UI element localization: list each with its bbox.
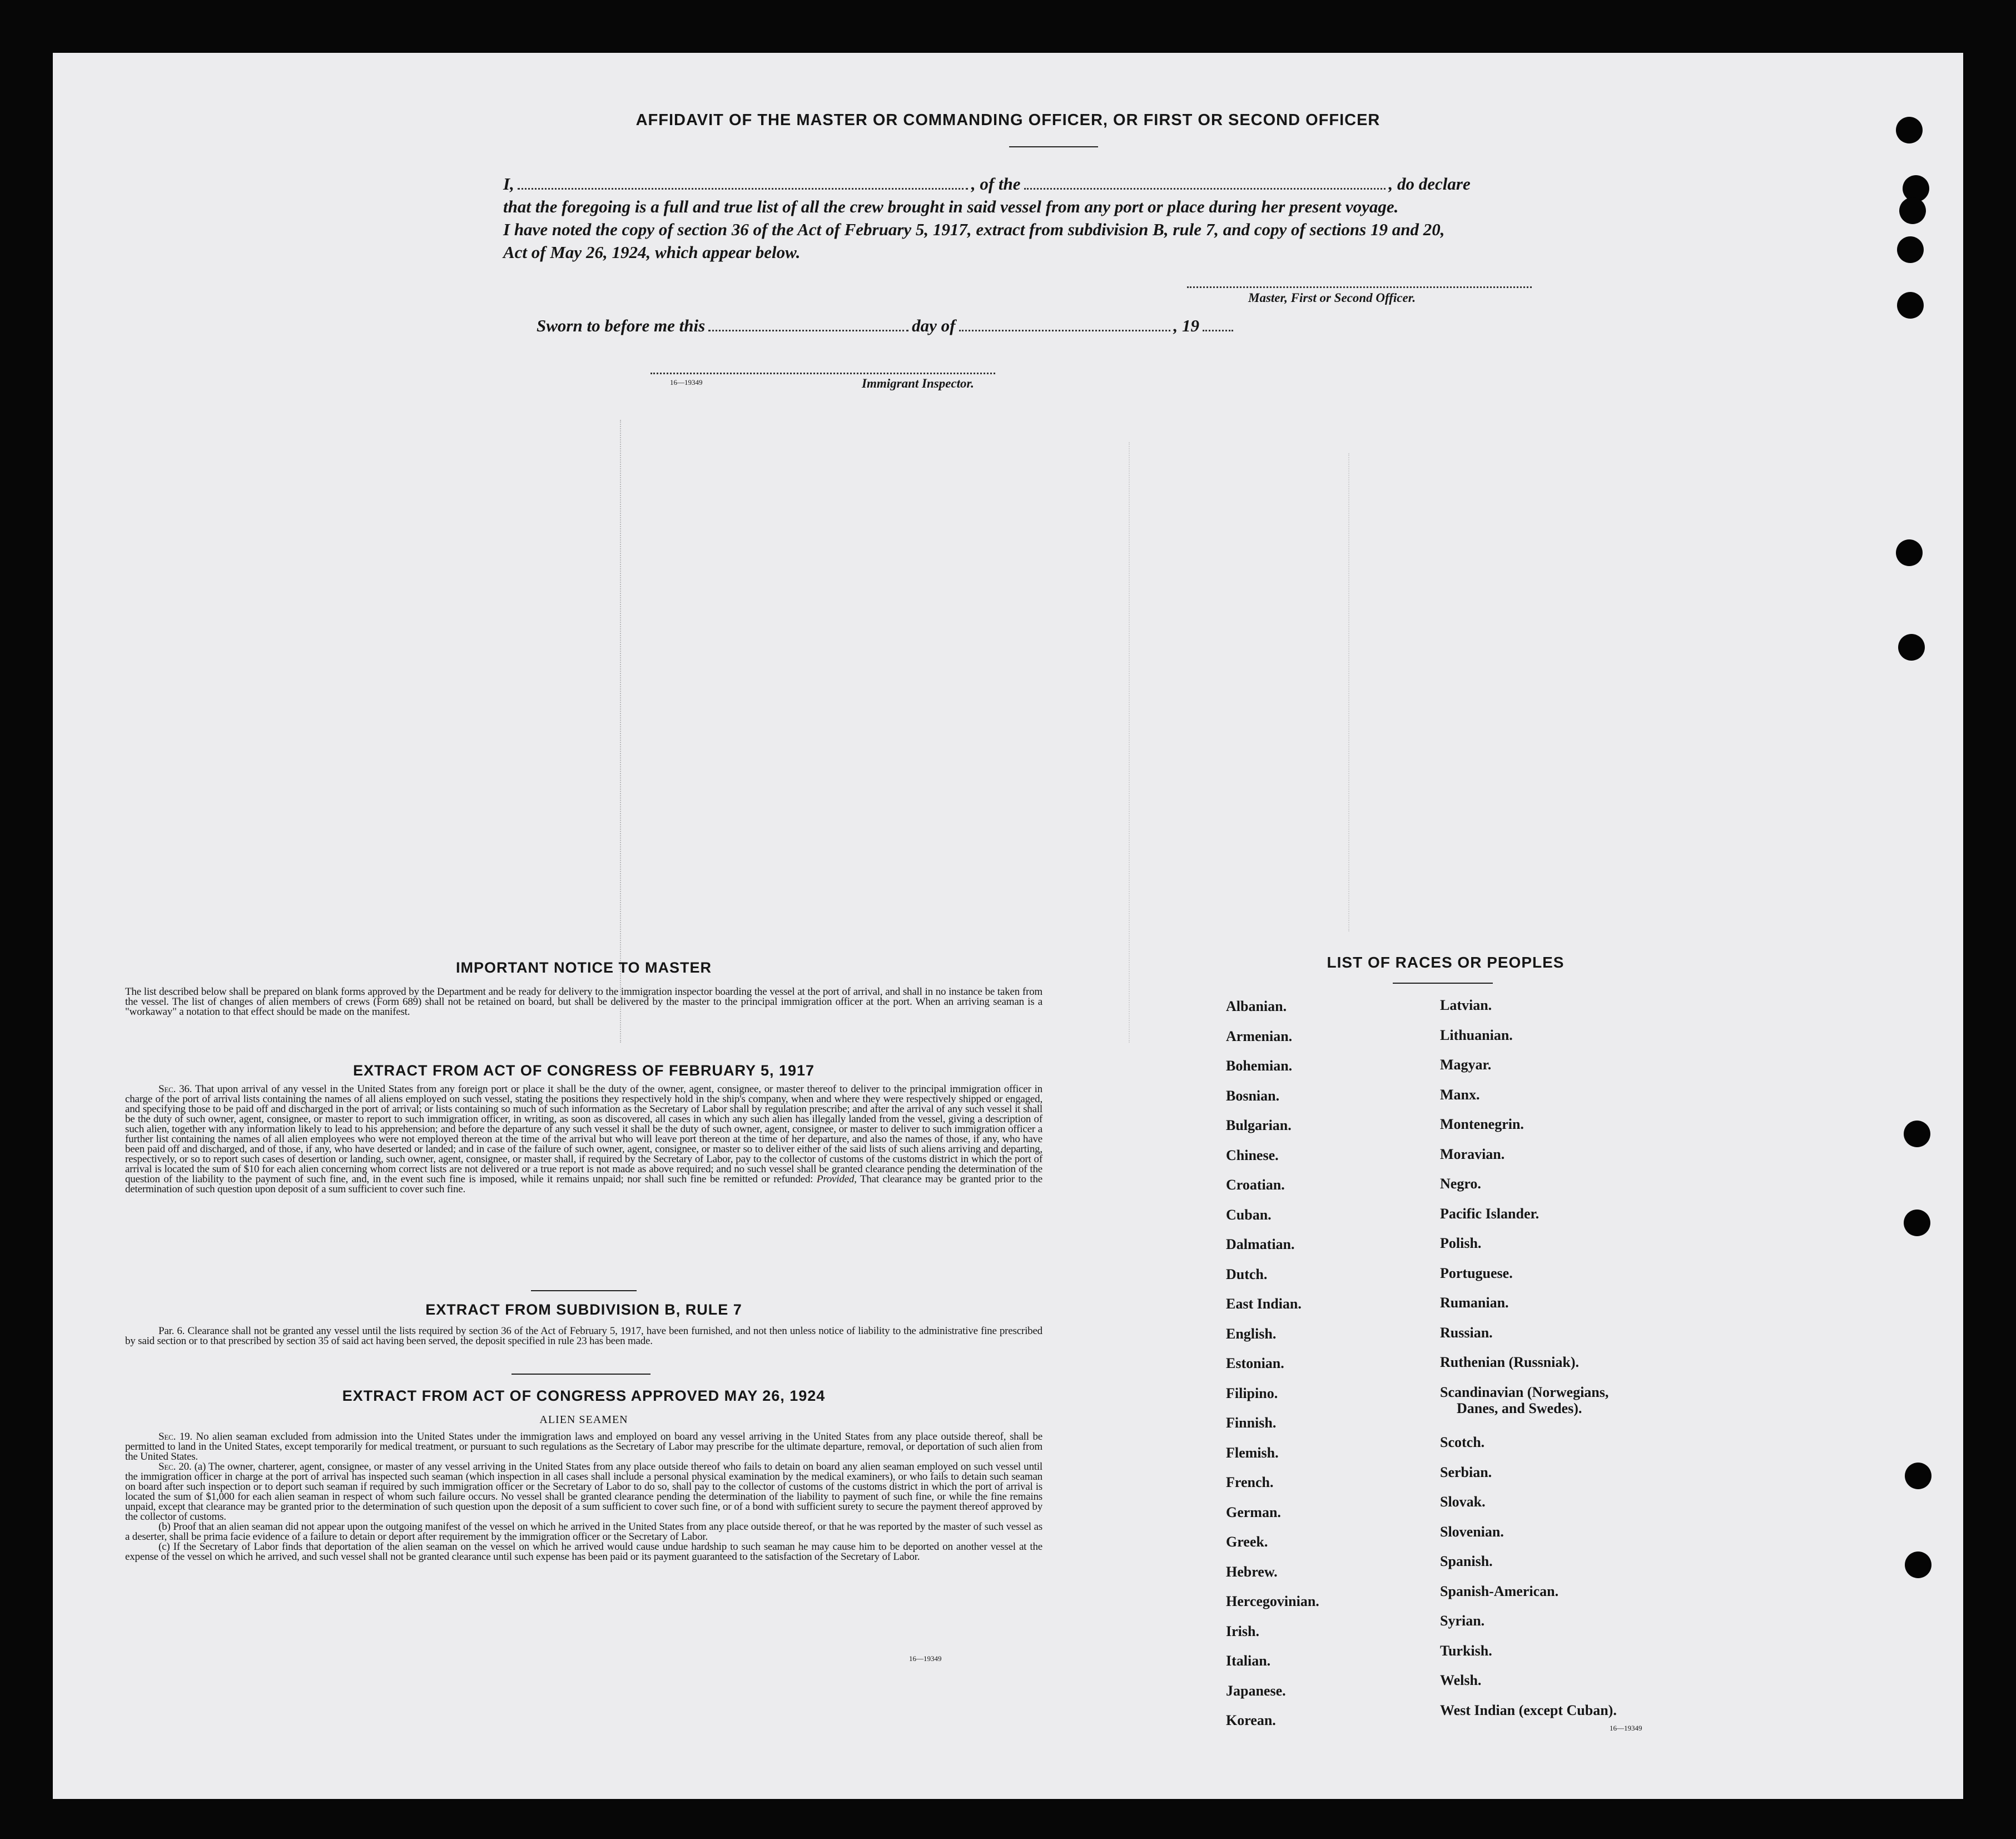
punch-hole (1898, 634, 1925, 661)
race-item: Ruthenian (Russniak). (1440, 1354, 1579, 1370)
declaration-line-2: that the foregoing is a full and true list of all the crew brought in said vessel from any port or place during her present voyage. (503, 197, 1399, 216)
race-item: Pacific Islander. (1440, 1205, 1540, 1222)
column-rule (620, 420, 621, 1043)
race-item: Hebrew. (1226, 1563, 1278, 1580)
alien-seamen-subtitle: ALIEN SEAMEN (539, 1414, 628, 1426)
race-item: Serbian. (1440, 1464, 1492, 1480)
extract-1924-body (125, 1432, 1042, 1562)
punch-hole (1904, 1210, 1930, 1236)
sec-20b-text: (b) Proof that an alien seaman did not appear upon the outgoing manifest of the vessel on which he arrived in the United States from any place outside thereof, or that he was reported by the master of such vessel as a deserter, shall be prima facie evidence of a failure to detain or deport after requirement by the immigration officer or the Secretary of Labor. (125, 1521, 1042, 1543)
sec-20a-text: (a) The owner, charterer, agent, consignee, or master of any vessel arriving in the United States from any place outside thereof who fails to detain on board any alien seaman employed on such vessel until the immigration officer in charge at the port of arrival has inspected such seaman (which inspection in all cases shall include a personal physical examination by the medical examiners), or who fails to detain such seaman on board after such inspection or to deport such seaman if required by such immigration officer or the Secretary of Labor to do so, shall pay to the collector of customs of the customs district in which the port of arrival is located the sum of $1,000 for each alien seaman in respect of whom such failure occurs. No vessel shall be granted clearance pending the determination of the liability to payment of such fine, or while the fine remains unpaid, except that clearance may be granted prior to the determination of such question upon the deposit of a sum sufficient to cover such fine, or of a bond with sufficient surety to secure the payment thereof approved by the collector of customs. (125, 1461, 1042, 1523)
sec-36-label: Sec. 36. (158, 1083, 192, 1095)
race-item: Italian. (1226, 1653, 1271, 1669)
sec-36-text: That upon arrival of any vessel in the United States from any foreign port or place it shall be the duty of the owner, agent, consignee, or master thereof to deliver to the principal immigration officer in charge of the port of arrival lists containing the names of all aliens employed on such vessel, stating the positions they respectively hold in the ship's company, when and where they were respectively shipped or engaged, and specifying those to be paid off and discharged in the port of arrival; or lists containing so much of such information as the Secretary of Labor shall by regulation prescribe; and after the arrival of any such vessel it shall be the duty of such owner, agent, consignee, or master to report to such immigration officer, in writing, as soon as discovered, all cases in which any such alien has illegally landed from the vessel, giving a description of such alien, together with any information likely to lead to his apprehension; and before the departure of any such vessel it shall be the duty of such owner, agent, consignee, or master to deliver to such immigration officer a further list containing the names of all alien employees who were not employed thereon at the time of the arrival but who will leave port thereon at the time of her departure, and also the names of those, if any, who have been paid off and discharged, and of those, if any, who have deserted or landed; and in case of the failure of such owner, agent, consignee, or master so to deliver either of the said lists of such aliens arriving and departing, respectively, or so to report such cases of desertion or landing, such owner, agent, consignee, or master shall, if required by the Secretary of Labor, pay to the collector of customs of the customs district in which the port of arrival is located the sum of $10 for each alien concerning whom correct lists are not delivered or a true report is not made as above required; and no such vessel shall be granted clearance pending the determination of the question of the liability to the payment of such fine, and, in the event such fine is imposed, while it remains unpaid; nor shall such fine be remitted or refunded: (125, 1083, 1042, 1185)
race-item: Danes, and Swedes). (1457, 1400, 1582, 1416)
race-item: Spanish-American. (1440, 1583, 1559, 1599)
race-item: Chinese. (1226, 1147, 1279, 1163)
inspector-label: Immigrant Inspector. (862, 376, 974, 390)
par-6-text: Par. 6. Clearance shall not be granted any vessel until the lists required by section 36 of the Act of February 5, 1917, have been furnished, and not then unless notice of liability to the administrative fine prescribed by said section or to that prescribed by section 35 of said act having been served, the deposit specified in rule 23 has been made. (125, 1325, 1042, 1347)
race-item: East Indian. (1226, 1296, 1302, 1312)
punch-hole (1904, 1121, 1930, 1147)
race-item: Montenegrin. (1440, 1116, 1524, 1132)
punch-hole (1899, 197, 1926, 224)
declaration-do-declare: , do declare (1388, 174, 1471, 194)
year-blank (1203, 330, 1233, 331)
extract-rule7-title: EXTRACT FROM SUBDIVISION B, RULE 7 (425, 1301, 742, 1318)
declaration-of-the: , of the (971, 174, 1021, 194)
race-item: Polish. (1440, 1235, 1482, 1251)
race-item: West Indian (except Cuban). (1440, 1702, 1617, 1718)
name-blank (518, 188, 968, 190)
extract-1917-body (125, 1084, 1042, 1194)
punch-hole (1897, 292, 1924, 319)
race-item: Scandinavian (Norwegians, (1440, 1384, 1609, 1400)
race-item: Flemish. (1226, 1444, 1279, 1461)
race-item: Bosnian. (1226, 1087, 1280, 1104)
race-item: Slovak. (1440, 1494, 1486, 1510)
document-page (53, 53, 1963, 1799)
race-item: Syrian. (1440, 1613, 1485, 1629)
races-form-number: 16—19349 (1610, 1724, 1642, 1732)
day-of-text: day of (912, 316, 956, 335)
race-item: Lithuanian. (1440, 1027, 1513, 1043)
year-prefix: , 19 (1173, 316, 1199, 335)
declaration-line-1 (503, 172, 1471, 196)
month-blank (959, 330, 1170, 331)
punch-hole (1896, 117, 1923, 143)
race-item: German. (1226, 1504, 1281, 1520)
race-item: Bohemian. (1226, 1058, 1293, 1074)
races-title-rule (1393, 983, 1493, 984)
race-item: Hercegovinian. (1226, 1593, 1319, 1609)
race-item: Cuban. (1226, 1206, 1272, 1223)
punch-hole (1905, 1463, 1931, 1489)
provided-word: Provided, (816, 1173, 857, 1185)
punch-hole (1897, 236, 1924, 263)
races-title: LIST OF RACES OR PEOPLES (1327, 954, 1565, 971)
race-item: Albanian. (1226, 998, 1287, 1014)
race-item: Korean. (1226, 1712, 1276, 1728)
race-item: Irish. (1226, 1623, 1259, 1639)
affidavit-title: AFFIDAVIT OF THE MASTER OR COMMANDING OFFICER, OR FIRST OR SECOND OFFICER (635, 111, 1381, 129)
race-item: Rumanian. (1440, 1295, 1509, 1311)
sec-36-tail: That clearance may be granted prior to the determination of such question upon deposit of a sum sufficient to cover such fine. (125, 1173, 1042, 1195)
inspector-signature-line (651, 373, 995, 374)
race-item: Bulgarian. (1226, 1117, 1292, 1133)
affidavit-form-number: 16—19349 (670, 378, 703, 386)
notice-body: The list described below shall be prepared on blank forms approved by the Department and be ready for delivery to the immigration inspector boarding the vessel at the port of arrival, and shall in no instance be taken from the vessel. The list of changes of alien members of crews (Form 689) shall not be retained on board, but shall be delivered by the master to the principal immigration officer at the port. When an arriving seaman is a "workaway" a notation to that effect should be made on the manifest. (125, 986, 1042, 1018)
punch-hole (1896, 539, 1923, 566)
extract-form-number: 16—19349 (909, 1654, 942, 1663)
race-item: Japanese. (1226, 1682, 1286, 1699)
sec-20c-text: (c) If the Secretary of Labor finds that deportation of the alien seaman on the vessel on which he arrived would cause undue hardship to such seaman he may cause him to be deported on another vessel at the expense of the vessel on which he arrived, and such vessel shall not be granted clearance until such expense has been paid or its payment guaranteed to the satisfaction of the Secretary of Labor. (125, 1541, 1042, 1563)
day-blank (708, 330, 908, 331)
title-rule (1009, 146, 1098, 147)
sworn-text: Sworn to before me this (537, 316, 706, 335)
race-item: Welsh. (1440, 1672, 1482, 1688)
declaration-i: I, (503, 174, 514, 194)
race-item: Spanish. (1440, 1553, 1493, 1569)
column-rule (1129, 442, 1130, 1043)
declaration-line-4: Act of May 26, 1924, which appear below. (503, 242, 801, 262)
declaration-line-3: I have noted the copy of section 36 of the Act of February 5, 1917, extract from subdivision B, rule 7, and copy of sections 19 and 20, (503, 220, 1445, 239)
race-item: Latvian. (1440, 997, 1492, 1013)
race-item: Croatian. (1226, 1177, 1285, 1193)
vessel-blank (1024, 188, 1386, 190)
race-item: Dalmatian. (1226, 1236, 1295, 1252)
race-item: Finnish. (1226, 1415, 1277, 1431)
column-rule (1348, 453, 1349, 931)
race-item: English. (1226, 1325, 1277, 1342)
extract-rule7-body (125, 1326, 1042, 1346)
race-item: Magyar. (1440, 1057, 1492, 1073)
sec-19-text: No alien seaman excluded from admission into the United States under the immigration laws and employed on board any vessel arriving in the United States from any place outside thereof, shall be permitted to land in the United States, except temporarily for medical treatment, or pursuant to such regulations as the Secretary of Labor may prescribe for the ultimate departure, removal, or deportation of such alien from the United States. (125, 1431, 1042, 1463)
section-rule (531, 1290, 637, 1291)
race-item: French. (1226, 1474, 1274, 1490)
notice-title: IMPORTANT NOTICE TO MASTER (456, 959, 712, 976)
race-item: Negro. (1440, 1176, 1481, 1192)
race-item: Greek. (1226, 1534, 1268, 1550)
extract-1924-title: EXTRACT FROM ACT OF CONGRESS APPROVED MAY 26, 1924 (342, 1387, 826, 1404)
race-item: Scotch. (1440, 1434, 1485, 1450)
race-item: Dutch. (1226, 1266, 1268, 1282)
race-item: Moravian. (1440, 1146, 1505, 1162)
sworn-line (537, 314, 1237, 338)
sec-19-label: Sec. 19. (158, 1431, 192, 1443)
race-item: Portuguese. (1440, 1265, 1513, 1281)
section-rule (512, 1374, 651, 1375)
extract-1917-title: EXTRACT FROM ACT OF CONGRESS OF FEBRUARY 5, 1917 (352, 1062, 815, 1079)
race-item: Slovenian. (1440, 1523, 1504, 1540)
race-item: Turkish. (1440, 1642, 1492, 1659)
race-item: Estonian. (1226, 1355, 1284, 1371)
master-signature-line (1187, 286, 1532, 288)
race-item: Manx. (1440, 1086, 1480, 1103)
master-signature-label: Master, First or Second Officer. (1248, 291, 1416, 305)
race-item: Russian. (1440, 1324, 1493, 1341)
race-item: Filipino. (1226, 1385, 1278, 1401)
race-item: Armenian. (1226, 1028, 1293, 1044)
punch-hole (1905, 1551, 1931, 1578)
sec-20-label: Sec. 20. (158, 1461, 192, 1473)
